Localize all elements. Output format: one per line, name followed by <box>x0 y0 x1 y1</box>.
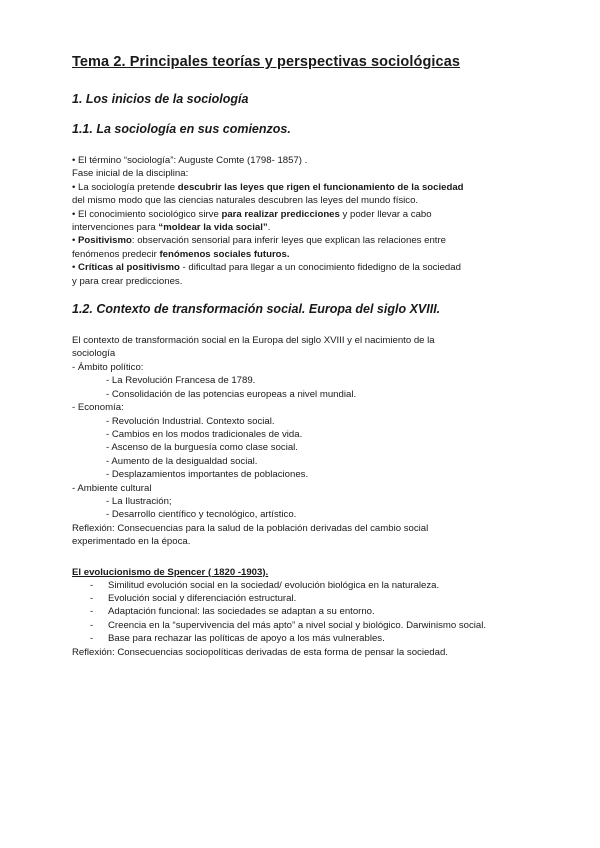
spencer-list <box>72 579 542 646</box>
list-item: - Revolución Industrial. Contexto social. <box>106 415 275 427</box>
future-phenomena-bold: fenómenos sociales futuros. <box>159 248 290 260</box>
spencer-reflection: Reflexión: Consecuencias sociopolíticas derivadas de esta forma de pensar la sociedad. <box>72 646 448 658</box>
spencer-heading: El evolucionismo de Spencer ( 1820 -1903). <box>72 566 269 578</box>
section-1-1-body <box>72 154 542 288</box>
section-heading-1-2: 1.2. Contexto de transformación social. Europa del siglo XVIII. <box>72 302 441 317</box>
predictions-line: • El conocimiento sociológico sirve para realizar predicciones y poder llevar a cabo <box>72 208 432 220</box>
context-intro-line1: El contexto de transformación social en la Europa del siglo XVIII y el nacimiento de la <box>72 335 435 347</box>
positivism-bold: Positivismo <box>78 235 132 247</box>
predictions-bold: para realizar predicciones <box>221 208 340 220</box>
criticism-line: • Críticas al positivismo - dificultad para llegar a un conocimiento fidedigno de la sociedad <box>72 262 461 274</box>
list-item: - Cambios en los modos tradicionales de vida. <box>106 428 303 440</box>
list-item: - Adaptación funcional: las sociedades se adaptan a su entorno. <box>90 606 375 618</box>
list-item: - Consolidación de las potencias europeas a nivel mundial. <box>106 388 357 400</box>
positivism-line: • Positivismo: observación sensorial para inferir leyes que explican las relaciones entre <box>72 235 446 247</box>
context-intro-line2: sociología <box>72 348 116 360</box>
list-item: - Desarrollo científico y tecnológico, artístico. <box>106 509 297 521</box>
list-item: - Desplazamientos importantes de poblaciones. <box>106 469 309 481</box>
list-item: - Evolución social y diferenciación estructural. <box>90 592 297 604</box>
section-heading-1: 1. Los inicios de la sociología <box>72 92 249 106</box>
reflection-line2: experimentado en la época. <box>72 536 191 548</box>
cultural-heading: - Ambiente cultural <box>72 482 152 494</box>
list-item: - La Ilustración; <box>106 495 172 507</box>
phenomena-line: fenómenos predecir fenómenos sociales futuros. <box>72 248 290 260</box>
list-item: - Creencia en la “supervivencia del más apto” a nivel social y biológico. Darwinismo social. <box>90 619 487 631</box>
initial-phase-line: Fase inicial de la disciplina: <box>72 168 189 180</box>
interventions-line: intervenciones para “moldear la vida social”. <box>72 222 271 234</box>
section-1-2-body <box>72 334 542 549</box>
criticism-bold: Críticas al positivismo <box>78 262 180 274</box>
section-heading-1-1: 1.1. La sociología en sus comienzos. <box>72 122 291 136</box>
list-item: - Base para rechazar las políticas de apoyo a los más vulnerables. <box>90 633 385 645</box>
list-item: - La Revolución Francesa de 1789. <box>106 375 256 387</box>
list-item: - Ascenso de la burguesía como clase social. <box>106 442 298 454</box>
list-item: - Aumento de la desigualdad social. <box>106 455 258 467</box>
predictions-end-line: y para crear predicciones. <box>72 275 183 287</box>
list-item: - Similitud evolución social en la sociedad/ evolución biológica en la naturaleza. <box>90 579 440 591</box>
political-heading: - Ámbito político: <box>72 361 144 373</box>
document-title: Tema 2. Principales teorías y perspectivas sociológicas <box>72 54 461 70</box>
natural-sciences-line: del mismo modo que las ciencias naturales descubren las leyes del mundo físico. <box>72 195 419 207</box>
laws-bold: descubrir las leyes que rigen el funcionamiento de la sociedad <box>177 181 464 193</box>
comte-line: • El término “sociología”: Auguste Comte (1798- 1857) . <box>72 155 308 166</box>
document-page <box>72 54 542 659</box>
reflection-line1: Reflexión: Consecuencias para la salud de la población derivadas del cambio social <box>72 522 429 534</box>
economy-heading: - Economía: <box>72 402 124 414</box>
mold-social-life-bold: “moldear la vida social” <box>158 222 268 234</box>
laws-line: • La sociología pretende descubrir las leyes que rigen el funcionamiento de la sociedad <box>72 181 464 193</box>
